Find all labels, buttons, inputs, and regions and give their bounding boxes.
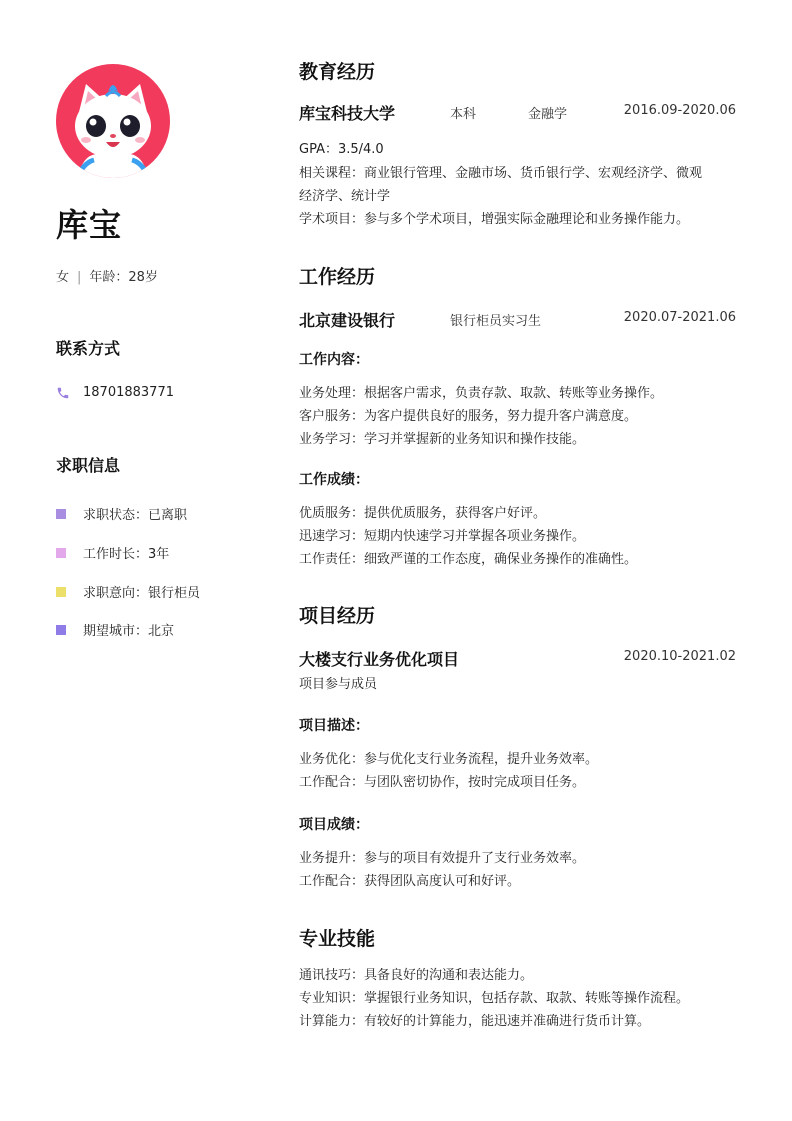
work-period: 2020.07-2021.06 — [623, 310, 736, 325]
company-name: 北京建设银行 — [299, 311, 396, 330]
work-achievement-line: 工作责任：细致严谨的工作态度，确保业务操作的准确性。 — [299, 552, 638, 567]
work-content-heading: 工作内容： — [299, 352, 369, 368]
project-heading: 项目经历 — [299, 605, 376, 627]
basic-info: 女 | 年龄：28岁 — [56, 270, 158, 285]
bullet-square-icon — [56, 587, 66, 597]
project-achievement-line: 工作配合：获得团队高度认可和好评。 — [299, 874, 521, 889]
gender: 女 — [56, 270, 70, 285]
work-content-line: 业务学习：学习并掌握新的业务知识和操作技能。 — [299, 432, 586, 447]
project-achievement-line: 业务提升：参与的项目有效提升了支行业务效率。 — [299, 851, 586, 866]
work-achievement-line: 优质服务：提供优质服务，获得客户好评。 — [299, 506, 547, 521]
person-name: 库宝 — [56, 206, 123, 244]
work-content-line: 业务处理：根据客户需求，负责存款、取款、转账等业务操作。 — [299, 386, 664, 401]
job-status: 求职状态：已离职 — [83, 508, 188, 523]
degree: 本科 — [450, 107, 477, 122]
education-heading: 教育经历 — [299, 61, 376, 83]
job-intent-item — [56, 543, 169, 562]
work-heading: 工作经历 — [299, 266, 376, 288]
phone-number: 18701883771 — [83, 385, 174, 400]
skill-line: 通讯技巧：具备良好的沟通和表达能力。 — [299, 968, 534, 983]
job-target: 求职意向：银行柜员 — [83, 586, 201, 601]
education-line: 经济学、统计学 — [299, 189, 391, 204]
education-line: 相关课程：商业银行管理、金融市场、货币银行学、宏观经济学、微观 — [299, 166, 703, 181]
bullet-square-icon — [56, 548, 66, 558]
sidebar — [56, 64, 256, 639]
skill-line: 专业知识：掌握银行业务知识，包括存款、取款、转账等操作流程。 — [299, 991, 690, 1006]
work-achievement-heading: 工作成绩： — [299, 472, 369, 488]
project-period: 2020.10-2021.02 — [623, 649, 736, 664]
work-duration: 工作时长：3年 — [83, 547, 170, 562]
major: 金融学 — [528, 107, 568, 122]
mascot-cat-icon — [56, 64, 170, 178]
job-intent-heading: 求职信息 — [56, 456, 121, 475]
education-line: GPA：3.5/4.0 — [299, 142, 384, 157]
phone-icon — [56, 386, 70, 400]
job-intent-item — [56, 582, 200, 601]
project-name: 大楼支行业务优化项目 — [299, 650, 460, 669]
expected-city: 期望城市：北京 — [83, 624, 175, 639]
phone-row — [56, 385, 174, 400]
education-line: 学术项目：参与多个学术项目，增强实际金融理论和业务操作能力。 — [299, 212, 690, 227]
project-desc-line: 业务优化：参与优化支行业务流程，提升业务效率。 — [299, 752, 599, 767]
work-achievement-line: 迅速学习：短期内快速学习并掌握各项业务操作。 — [299, 529, 586, 544]
bullet-square-icon — [56, 625, 66, 635]
school-name: 库宝科技大学 — [299, 104, 396, 123]
job-intent-item — [56, 620, 174, 639]
project-desc-line: 工作配合：与团队密切协作，按时完成项目任务。 — [299, 775, 586, 790]
project-role: 项目参与成员 — [299, 677, 378, 692]
work-content-line: 客户服务：为客户提供良好的服务，努力提升客户满意度。 — [299, 409, 638, 424]
age: 年龄：28岁 — [89, 270, 158, 285]
education-period: 2016.09-2020.06 — [623, 103, 736, 118]
job-intent-item — [56, 504, 187, 523]
project-achievement-heading: 项目成绩： — [299, 817, 369, 833]
skills-heading: 专业技能 — [299, 928, 376, 950]
project-desc-heading: 项目描述： — [299, 718, 369, 734]
contact-heading: 联系方式 — [56, 339, 121, 358]
bullet-square-icon — [56, 509, 66, 519]
skill-line: 计算能力：有较好的计算能力，能迅速并准确进行货币计算。 — [299, 1014, 651, 1029]
position: 银行柜员实习生 — [450, 314, 542, 329]
avatar — [56, 64, 170, 178]
